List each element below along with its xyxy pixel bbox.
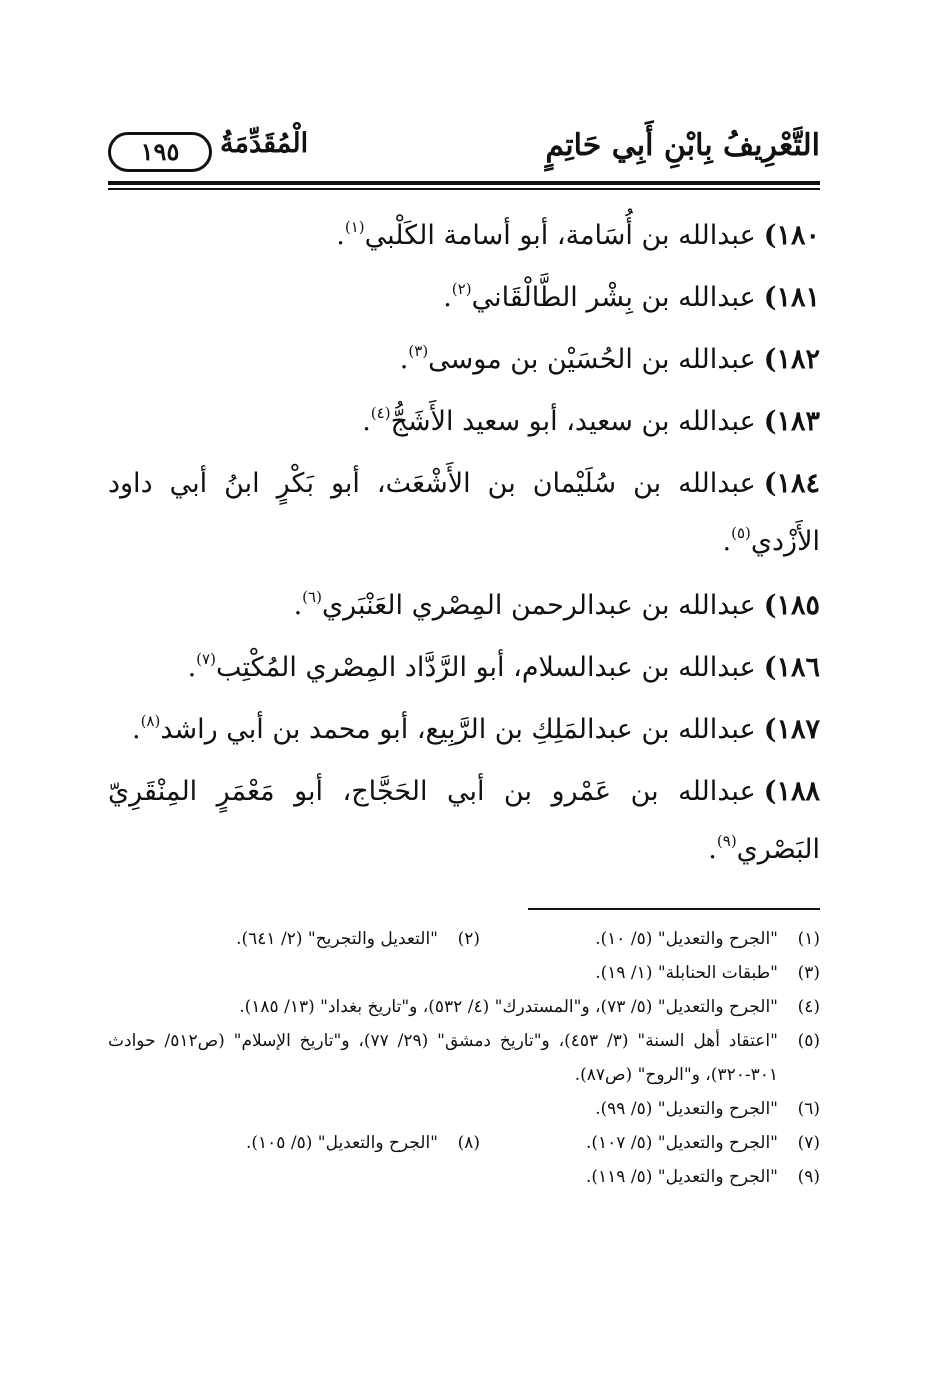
footnote-number: (١) <box>797 929 820 949</box>
footnote-text: "اعتقاد أهل السنة" (٣/ ٤٥٣)، و"تاريخ دمشق" (٢٩/ ٧٧)، و"تاريخ الإسلام" (ص٥١٢/ حوادث ٣٠١-٣٢٠)، و"الروح" (ص٨٧). <box>108 1031 778 1085</box>
footnote-marker: (٥) <box>731 524 751 542</box>
entry-text: عبدالله بن عَمْرو بن أبي الحَجَّاج، أبو مَعْمَرٍ المِنْقَرِيّ البَصْري <box>108 776 820 865</box>
footnote-marker: (٨) <box>140 712 161 730</box>
footnote-separator <box>528 908 820 910</box>
book-title: التَّعْرِيفُ بِابْنِ أَبِي حَاتِمٍ <box>545 128 820 163</box>
footnote-number: (٤) <box>797 997 820 1017</box>
header-rule-thin <box>108 188 820 190</box>
footnote-number: (٦) <box>797 1099 820 1119</box>
entry-text: عبدالله بن عبدالسلام، أبو الرَّدَّاد المِصْري المُكْتِب <box>215 652 756 683</box>
entry-number: ١٨٨) <box>763 776 820 807</box>
entry-text: عبدالله بن سعيد، أبو سعيد الأَشَجُّ <box>390 406 756 437</box>
entry-188 <box>108 763 820 879</box>
footnote-7 <box>520 1126 820 1160</box>
entries-list <box>108 205 820 883</box>
footnote-marker: (٤) <box>370 404 391 422</box>
footnote-marker: (٢) <box>451 280 472 298</box>
footnote-text: "طبقات الحنابلة" (١/ ١٩). <box>595 963 778 983</box>
footnote-text: "الجرح والتعديل" (٥/ ١٠). <box>595 929 778 949</box>
page-number: ١٩٥ <box>108 132 212 172</box>
entry-185 <box>108 575 820 637</box>
footnote-number: (٨) <box>457 1133 480 1153</box>
entry-period: . <box>336 220 345 251</box>
entry-period: . <box>187 652 197 683</box>
footnote-number: (٢) <box>457 929 480 949</box>
entry-period: . <box>708 834 717 865</box>
section-title: الْمُقَدِّمَةُ <box>220 128 309 159</box>
footnote-text: "الجرح والتعديل" (٥/ ١١٩). <box>585 1167 778 1187</box>
footnote-number: (٥) <box>797 1031 820 1051</box>
footnote-text: "الجرح والتعديل" (٥/ ٩٩). <box>595 1099 778 1119</box>
entry-number: ١٨٧) <box>763 714 820 745</box>
footnote-number: (٧) <box>797 1133 820 1153</box>
entry-text: عبدالله بن عبدالمَلِكِ بن الرَّبِيع، أبو محمد بن أبي راشد <box>160 714 756 745</box>
entry-number: ١٨٦) <box>763 652 820 683</box>
header-rule-thick <box>108 181 820 185</box>
page-header <box>108 120 820 182</box>
footnote-marker: (٧) <box>196 650 216 668</box>
entry-period: . <box>131 714 141 745</box>
entry-period: . <box>293 590 303 621</box>
footnote-3 <box>108 956 820 990</box>
entry-period: . <box>362 406 371 437</box>
footnote-gap <box>480 1126 520 1160</box>
footnote-row-7-8 <box>108 1126 820 1160</box>
footnote-text: "الجرح والتعديل" (٥/ ١٠٥). <box>245 1133 438 1153</box>
footnotes <box>108 922 820 1194</box>
footnote-marker: (٦) <box>302 588 322 606</box>
entry-number: ١٨٢) <box>763 344 820 375</box>
entry-184 <box>108 455 820 571</box>
footnote-8 <box>180 1126 480 1160</box>
entry-186 <box>108 637 820 699</box>
footnote-text: "التعديل والتجريح" (٢/ ٦٤١). <box>236 929 438 949</box>
footnote-marker: (٩) <box>716 832 737 850</box>
footnote-marker: (١) <box>344 218 365 236</box>
footnote-5 <box>108 1024 820 1092</box>
footnote-9 <box>108 1160 820 1194</box>
entry-182 <box>108 329 820 391</box>
entry-text: عبدالله بن أُسَامة، أبو أسامة الكَلْبي <box>364 220 756 251</box>
footnote-text: "الجرح والتعديل" (٥/ ١٠٧). <box>585 1133 778 1153</box>
footnote-marker: (٣) <box>408 342 429 360</box>
entry-text: عبدالله بن بِشْر الطَّالْقَاني <box>471 282 756 313</box>
entry-text: عبدالله بن سُلَيْمان بن الأَشْعَث، أبو بَكْرٍ ابنُ أبي داود الأَزْدي <box>108 468 820 557</box>
footnote-text: "الجرح والتعديل" (٥/ ٧٣)، و"المستدرك" (٤/ ٥٣٢)، و"تاريخ بغداد" (١٣/ ١٨٥). <box>239 997 778 1017</box>
entry-number: ١٨٥) <box>763 590 820 621</box>
entry-183 <box>108 391 820 453</box>
entry-number: ١٨٠) <box>763 220 820 251</box>
entry-180 <box>108 205 820 267</box>
entry-text: عبدالله بن عبدالرحمن المِصْري العَنْبَري <box>321 590 756 621</box>
entry-187 <box>108 699 820 761</box>
footnote-row-1-2 <box>108 922 820 956</box>
entry-number: ١٨٣) <box>763 406 820 437</box>
footnote-number: (٣) <box>797 963 820 983</box>
footnote-gap <box>480 922 520 956</box>
footnote-number: (٩) <box>797 1167 820 1187</box>
footnote-2 <box>180 922 480 956</box>
entry-number: ١٨٤) <box>763 468 820 499</box>
entry-number: ١٨١) <box>763 282 820 313</box>
footnote-4 <box>108 990 820 1024</box>
entry-period: . <box>722 526 732 557</box>
entry-181 <box>108 267 820 329</box>
footnote-6 <box>108 1092 820 1126</box>
entry-period: . <box>443 282 452 313</box>
footnote-1 <box>520 922 820 956</box>
entry-text: عبدالله بن الحُسَيْن بن موسى <box>428 344 756 375</box>
entry-period: . <box>399 344 409 375</box>
